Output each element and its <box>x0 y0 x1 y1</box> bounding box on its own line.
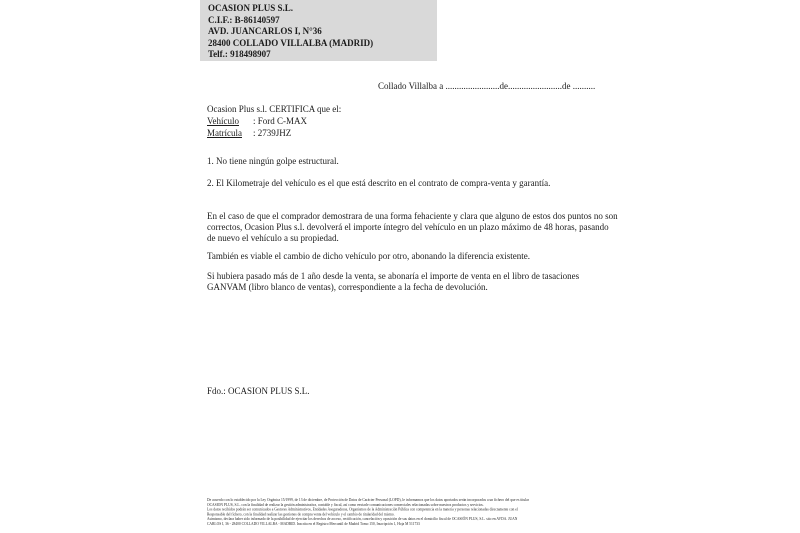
date-line: Collado Villalba a ........................de........................de .......... <box>378 81 596 91</box>
legal-footer-line-6: CARLOS I, 36 - 28400 COLLADO VILLALBA - MADRID. Inscrita en el Registro Mercantil de Madrid Tomo 150, Inscripción 1, Hoja M 511733 <box>207 521 420 526</box>
legal-footer-line-1: De acuerdo con lo establecido por la Ley Orgánica 15/1999, de 13 de diciembre, de Protección de Datos de Carácter Personal (LOPD), le informamos que los datos aportados serán incorporados a un fichero del que es titular <box>207 498 529 503</box>
body-paragraph-refund: En el caso de que el comprador demostrara de una forma fehaciente y clara que alguno de estos dos puntos no son correctos, Ocasion Plus s.l. devolverá el importe íntegro del vehículo en un plazo máximo de 48 horas, pasando de nuevo el vehículo a su propiedad. <box>207 211 618 243</box>
body-paragraph-exchange: También es viable el cambio de dicho vehículo por otro, abonando la diferencia existente. <box>207 251 531 261</box>
plate-label: Matrícula <box>207 128 242 138</box>
company-address: AVD. JUANCARLOS I, N°36 <box>208 26 322 36</box>
vehicle-value: : Ford C-MAX <box>253 116 308 126</box>
certificate-intro: Ocasion Plus s.l. CERTIFICA que el: <box>207 104 342 114</box>
legal-footer-line-3: Los datos recibidos podrán ser comunicados a Gestores Administrativos, Entidades Aseguradoras, Organismos de la Administración Pública con competencia en la materia y personas relacionadas directamente con el <box>207 507 518 512</box>
vehicle-row <box>207 116 307 126</box>
company-name: OCASION PLUS S.L. <box>208 3 294 13</box>
plate-value: : 2739JHZ <box>253 128 292 138</box>
company-phone: Telf.: 918498907 <box>208 49 271 59</box>
legal-footer-line-5: Asimismo, declara haber sido informado de la posibilidad de ejercitar los derechos de acceso, rectificación, cancelación y oposición de sus datos en el domicilio fiscal de OCASIÓN PLUS, S.L. sito en AVDA. JUAN <box>207 516 518 521</box>
condition-point-1: 1. No tiene ningún golpe estructural. <box>207 156 339 166</box>
company-city: 28400 COLLADO VILLALBA (MADRID) <box>208 37 374 48</box>
letterhead-box <box>200 0 437 61</box>
condition-point-2: 2. El Kilometraje del vehículo es el que está descrito en el contrato de compra-venta y garantía. <box>207 178 551 188</box>
company-cif: C.I.F.: B-86140597 <box>208 14 280 25</box>
legal-footer-line-2: OCASION PLUS, S.L. con la finalidad de realizar la gestión administrativa, contable y fiscal, así como enviarle comunicaciones comerciales relacionadas sobre nuestros productos y servicios. <box>207 502 484 507</box>
legal-footer-line-4: Responsable del fichero, con la finalidad realizar las gestiones de compra venta del vehículo y el cambio de titularidad del mismo. <box>207 512 395 517</box>
vehicle-label: Vehículo <box>207 116 239 126</box>
signature-line: Fdo.: OCASION PLUS S.L. <box>207 386 310 396</box>
plate-row <box>207 128 291 138</box>
legal-footer <box>207 498 612 526</box>
body-paragraph-ganvam: Si hubiera pasado más de 1 año desde la venta, se abonaría el importe de venta en el libro de tasaciones GANVAM (libro blanco de ventas), correspondiente a la fecha de devolución. <box>207 271 580 292</box>
